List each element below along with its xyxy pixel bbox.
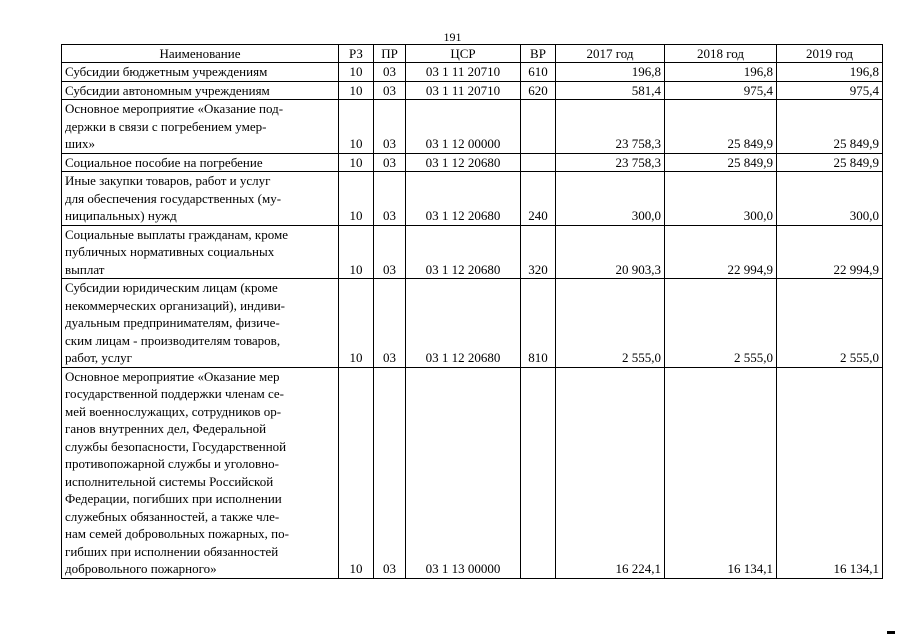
name-line: служебных обязанностей, а также чле- (65, 508, 280, 524)
cell-pr: 03 (374, 225, 406, 279)
name-line: для обеспечения государственных (му- (65, 190, 282, 206)
cell-2018: 975,4 (665, 81, 777, 100)
cell-rz: 10 (339, 279, 374, 368)
cell-2018: 196,8 (665, 63, 777, 82)
name-line: Основное мероприятие «Оказание мер (65, 368, 280, 384)
header-row (62, 45, 883, 63)
cell-2018: 300,0 (665, 172, 777, 226)
cell-2019: 25 849,9 (777, 153, 883, 172)
cell-pr: 03 (374, 100, 406, 154)
cell-2017: 196,8 (556, 63, 665, 82)
cell-2019: 975,4 (777, 81, 883, 100)
name-line: гибших при исполнении обязанностей (65, 543, 279, 559)
cell-name (62, 367, 339, 578)
cell-csr: 03 1 12 20680 (406, 153, 521, 172)
name-line: выплат (65, 261, 105, 277)
cell-pr: 03 (374, 81, 406, 100)
cell-2017: 300,0 (556, 172, 665, 226)
name-line: мей военнослужащих, сотрудников ор- (65, 403, 282, 419)
cell-csr: 03 1 12 00000 (406, 100, 521, 154)
cell-2017: 16 224,1 (556, 367, 665, 578)
cell-2017: 2 555,0 (556, 279, 665, 368)
name-line: ших» (65, 136, 95, 151)
cell-2017: 23 758,3 (556, 153, 665, 172)
cell-vr (521, 367, 556, 578)
name-line: Субсидии бюджетным учреждениям (65, 64, 268, 79)
cell-name (62, 225, 339, 279)
cell-name (62, 279, 339, 368)
cell-vr (521, 153, 556, 172)
cell-2018: 22 994,9 (665, 225, 777, 279)
cell-vr: 240 (521, 172, 556, 226)
name-line: добровольного пожарного» (65, 561, 217, 576)
cell-csr: 03 1 12 20680 (406, 279, 521, 368)
cell-rz: 10 (339, 153, 374, 172)
name-line: дуальным предпринимателям, физиче- (65, 315, 280, 330)
cell-vr: 620 (521, 81, 556, 100)
name-line: держки в связи с погребением умер- (65, 118, 267, 134)
cell-vr: 320 (521, 225, 556, 279)
cell-vr: 610 (521, 63, 556, 82)
table-row (62, 172, 883, 226)
name-line: службы безопасности, Государственной (65, 438, 287, 454)
cell-csr: 03 1 12 20680 (406, 172, 521, 226)
name-line: Основное мероприятие «Оказание под- (65, 101, 284, 116)
name-line: ганов внутренних дел, Федеральной (65, 421, 267, 436)
cell-2017: 581,4 (556, 81, 665, 100)
header-2018: 2018 год (665, 45, 777, 63)
table-row (62, 153, 883, 172)
cell-2019: 25 849,9 (777, 100, 883, 154)
scan-mark (887, 631, 895, 634)
name-line: ниципальных) нужд (65, 208, 177, 223)
header-2017: 2017 год (556, 45, 665, 63)
cell-csr: 03 1 11 20710 (406, 63, 521, 82)
name-line: Федерации, погибших при исполнении (65, 491, 282, 506)
name-line: публичных нормативных социальных (65, 244, 275, 259)
name-line: исполнительной системы Российской (65, 473, 274, 489)
cell-pr: 03 (374, 172, 406, 226)
cell-2018: 25 849,9 (665, 153, 777, 172)
cell-pr: 03 (374, 279, 406, 368)
cell-2019: 196,8 (777, 63, 883, 82)
name-line: Социальные выплаты гражданам, кроме (65, 226, 288, 242)
header-2019: 2019 год (777, 45, 883, 63)
name-line: работ, услуг (65, 350, 133, 365)
cell-pr: 03 (374, 153, 406, 172)
table-row (62, 225, 883, 279)
cell-name (62, 172, 339, 226)
header-rz: РЗ (339, 45, 374, 63)
cell-rz: 10 (339, 367, 374, 578)
cell-rz: 10 (339, 81, 374, 100)
name-line: некоммерческих организаций), индиви- (65, 297, 285, 313)
header-vr: ВР (521, 45, 556, 63)
cell-name (62, 153, 339, 172)
cell-vr: 810 (521, 279, 556, 368)
cell-name (62, 63, 339, 82)
cell-pr: 03 (374, 63, 406, 82)
header-name: Наименование (62, 45, 339, 63)
cell-rz: 10 (339, 63, 374, 82)
cell-pr: 03 (374, 367, 406, 578)
cell-2018: 2 555,0 (665, 279, 777, 368)
cell-2019: 16 134,1 (777, 367, 883, 578)
name-line: нам семей добровольных пожарных, по- (65, 526, 289, 541)
budget-table (61, 44, 883, 579)
cell-name (62, 100, 339, 154)
name-line: Иные закупки товаров, работ и услуг (65, 173, 271, 188)
cell-2017: 20 903,3 (556, 225, 665, 279)
cell-2019: 2 555,0 (777, 279, 883, 368)
table-row (62, 100, 883, 154)
cell-2019: 300,0 (777, 172, 883, 226)
header-csr: ЦСР (406, 45, 521, 63)
cell-2017: 23 758,3 (556, 100, 665, 154)
table-body (62, 63, 883, 579)
cell-csr: 03 1 12 20680 (406, 225, 521, 279)
name-line: противопожарной службы и уголовно- (65, 456, 279, 471)
cell-2019: 22 994,9 (777, 225, 883, 279)
table-row (62, 81, 883, 100)
cell-rz: 10 (339, 100, 374, 154)
page-number: 191 (443, 30, 462, 44)
cell-csr: 03 1 11 20710 (406, 81, 521, 100)
cell-name (62, 81, 339, 100)
cell-2018: 25 849,9 (665, 100, 777, 154)
header-pr: ПР (374, 45, 406, 63)
cell-rz: 10 (339, 172, 374, 226)
table-row (62, 367, 883, 578)
cell-rz: 10 (339, 225, 374, 279)
name-line: Социальное пособие на погребение (65, 154, 263, 170)
table-row (62, 63, 883, 82)
name-line: Субсидии автономным учреждениям (65, 82, 270, 98)
name-line: ским лицам - производителям товаров, (65, 332, 281, 348)
cell-vr (521, 100, 556, 154)
name-line: государственной поддержки членам се- (65, 386, 285, 401)
table-row (62, 279, 883, 368)
cell-csr: 03 1 13 00000 (406, 367, 521, 578)
name-line: Субсидии юридическим лицам (кроме (65, 280, 278, 295)
cell-2018: 16 134,1 (665, 367, 777, 578)
